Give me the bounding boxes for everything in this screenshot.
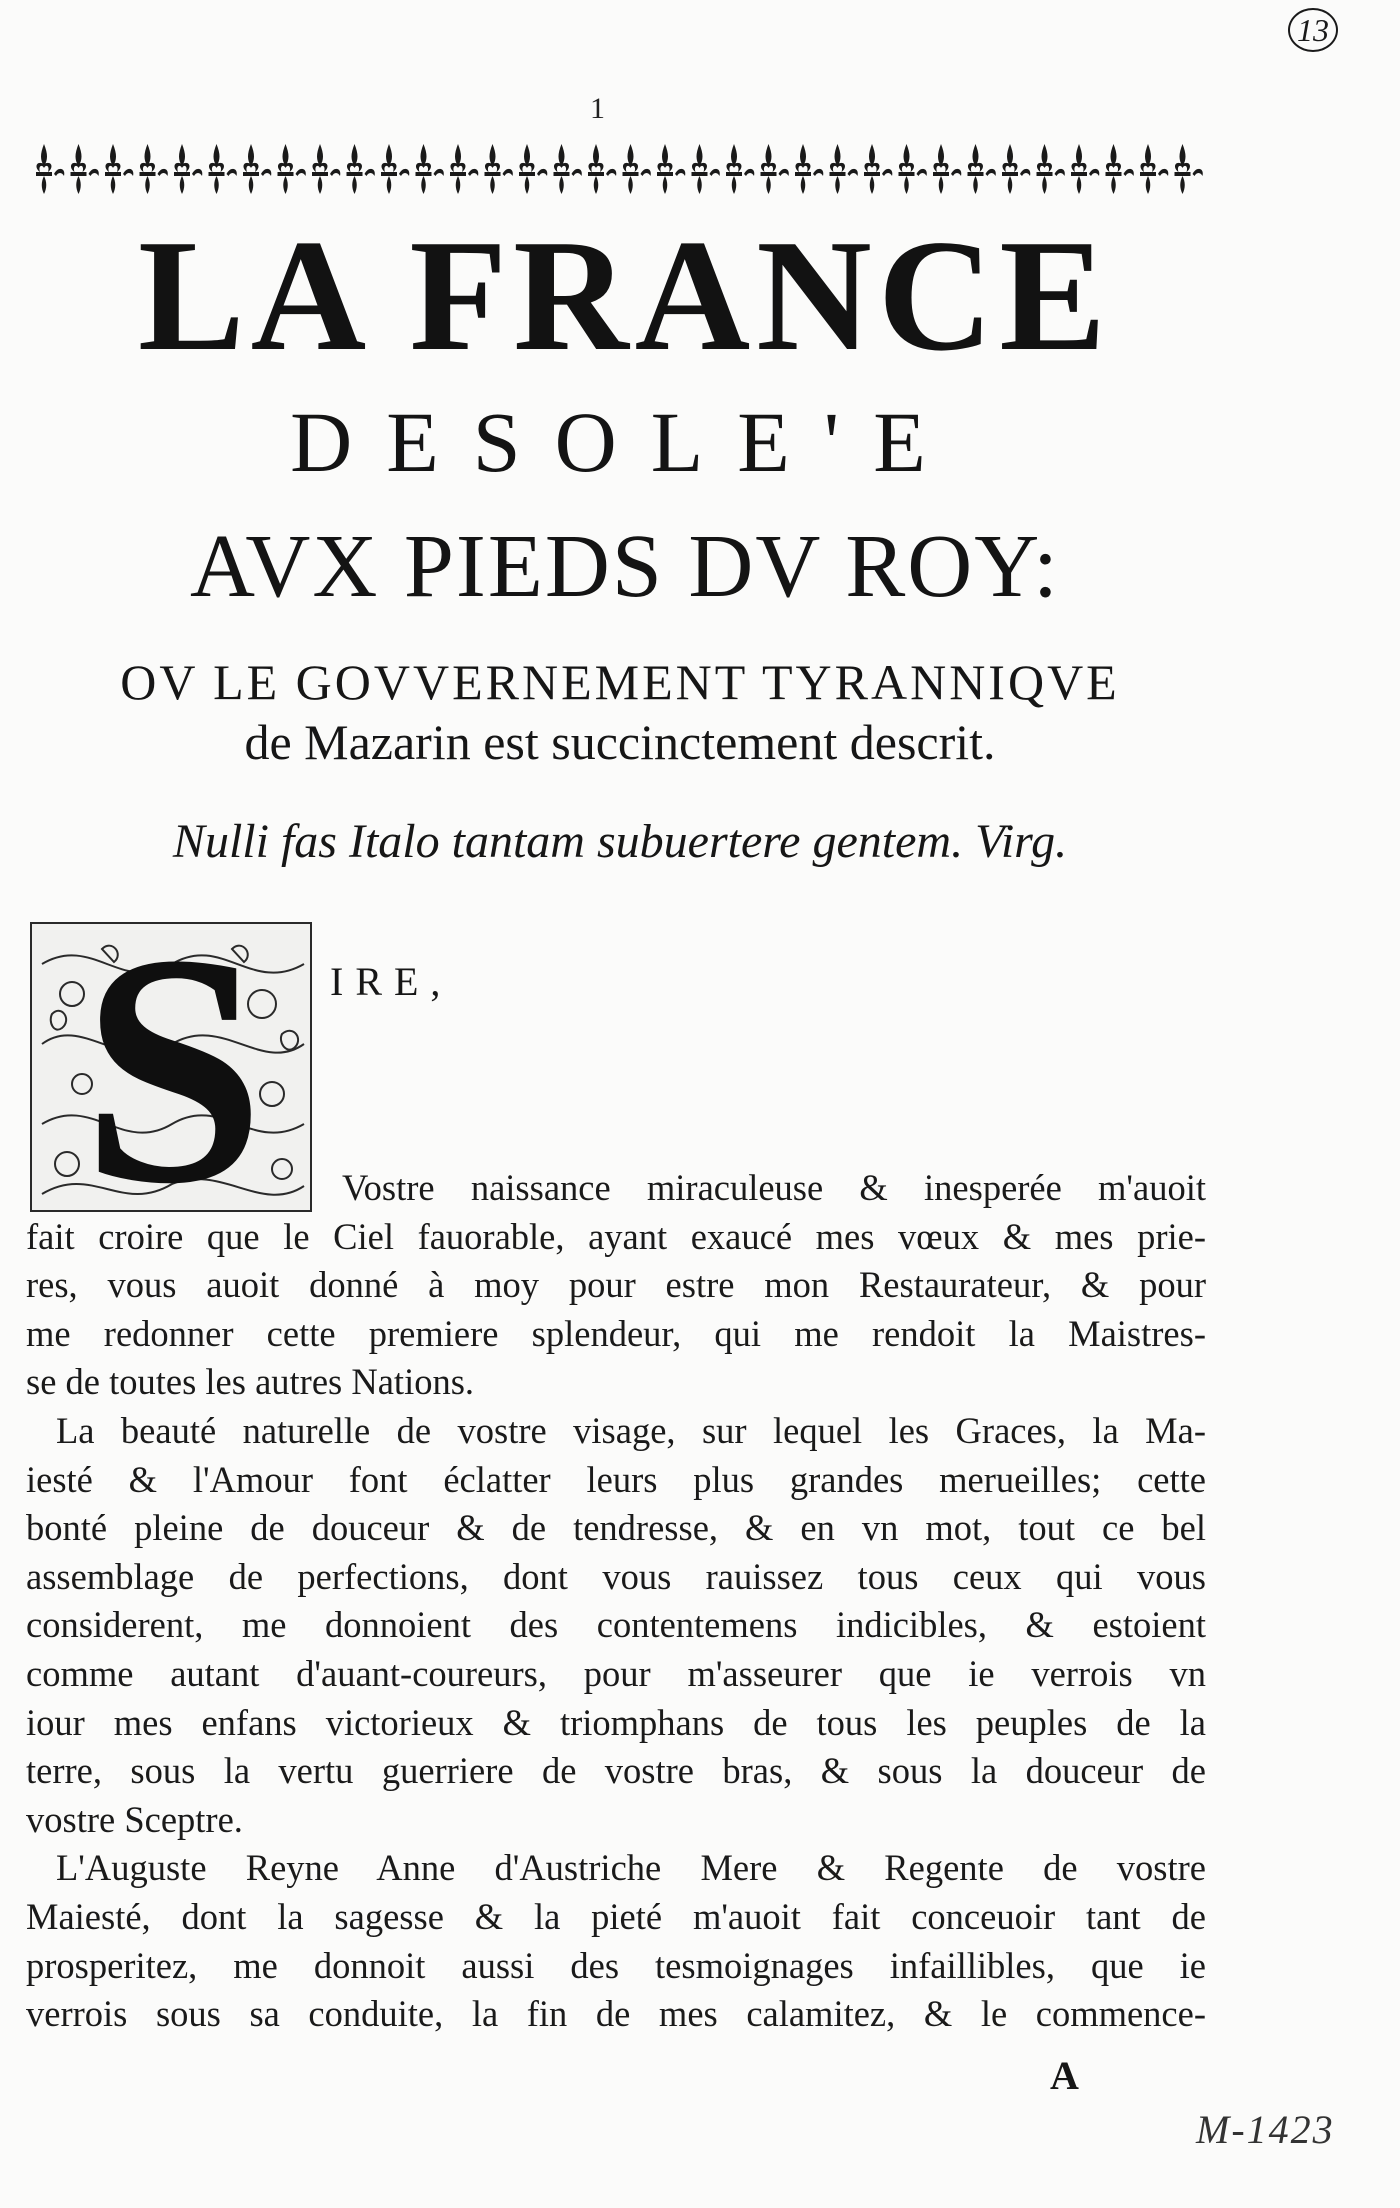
title-sub2: AVX PIEDS DV ROY: [189,517,1061,616]
epigraph: Nulli fas Italo tantam subuertere gentem. Virg. [172,815,1068,868]
fleuron-icon [1037,144,1065,194]
fleuron-icon [450,144,478,194]
signature-mark: A [1050,2053,1079,2098]
text-line: Vostre naissance miraculeuse & inesperée m'auoit [342,1167,1206,1208]
fleuron-icon [1002,144,1030,194]
fleuron-icon [485,144,513,194]
text-line: me redonner cette premiere splendeur, qui me rendoit la Maistres- [26,1312,1206,1354]
text-line: bonté pleine de douceur & de tendresse, & en vn mot, tout ce bel [26,1507,1206,1549]
fleuron-icon [761,144,789,194]
fleuron-icon [1071,144,1099,194]
fleuron-icon [795,144,823,194]
text-line: Maiesté, dont la sagesse & la pieté m'auoit fait conceuoir tant de [26,1895,1206,1937]
text-line: L'Auguste Reyne Anne d'Austriche Mere & Regente de vostre [56,1847,1206,1889]
fleuron-icon [209,144,237,194]
fleuron-icon [243,144,271,194]
fleuron-icon [1140,144,1168,194]
folio-annotation: 13 [1288,8,1338,52]
fleuron-ornament-band [30,138,1210,200]
fleuron-icon [588,144,616,194]
fleuron-icon [830,144,858,194]
text-line: assemblage de perfections, dont vous rauissez tous ceux qui vous [26,1555,1206,1597]
fleuron-icon [416,144,444,194]
salutation: IRE, [330,959,453,1004]
fleuron-icon [657,144,685,194]
page-number: 1 [590,92,605,125]
text-line: terre, sous la vertu guerriere de vostre bras, & sous la douceur de [26,1750,1206,1792]
fleuron-icon [692,144,720,194]
fleuron-icon [968,144,996,194]
fleuron-icon [554,144,582,194]
fleuron-icon [347,144,375,194]
fleuron-icon [278,144,306,194]
text-line: prosperitez, me donnoit aussi des tesmoignages infaillibles, que ie [26,1944,1206,1986]
fleuron-icon [381,144,409,194]
fleuron-icon [899,144,927,194]
fleuron-icon [623,144,651,194]
fleuron-icon [726,144,754,194]
title-sub: DESOLE'E [290,394,960,490]
text-line: fait croire que le Ciel fauorable, ayant exaucé mes vœux & mes prie- [26,1215,1206,1257]
fleuron-icon [105,144,133,194]
initial-letter-s: S [81,922,265,1212]
fleuron-icon [1175,144,1203,194]
body-text [26,1164,1206,2039]
fleuron-icon [174,144,202,194]
text-line: se de toutes les autres Nations. [26,1361,475,1403]
fleuron-icon [933,144,961,194]
fleuron-icon [864,144,892,194]
fleuron-icon [1106,144,1134,194]
text-line: comme autant d'auant-coureurs, pour m'asseurer que ie verrois vn [26,1652,1206,1694]
subtitle-line2: de Mazarin est succinctement descrit. [244,714,996,770]
text-line: vostre Sceptre. [26,1798,243,1840]
fleuron-icon [519,144,547,194]
subtitle-line1: OV LE GOVVERNEMENT TYRANNIQVE [120,654,1120,710]
fleuron-icon [140,144,168,194]
fleuron-icon [312,144,340,194]
fleuron-icon [71,144,99,194]
text-line: La beauté naturelle de vostre visage, sur lequel les Graces, la Ma- [56,1409,1206,1451]
shelfmark-annotation: M-1423 [1196,2107,1335,2152]
text-line: considerent, me donnoient des contentemens indicibles, & estoient [26,1604,1206,1646]
fleuron-icon [36,144,64,194]
text-line: res, vous auoit donné à moy pour estre mon Restaurateur, & pour [26,1264,1206,1306]
text-line: verrois sous sa conduite, la fin de mes calamitez, & le commence- [26,1993,1206,2035]
title-main: LA FRANCE [137,206,1113,384]
text-line: iesté & l'Amour font éclatter leurs plus grandes merueilles; cette [26,1458,1206,1500]
text-line: iour mes enfans victorieux & triomphans de tous les peuples de la [26,1701,1206,1743]
